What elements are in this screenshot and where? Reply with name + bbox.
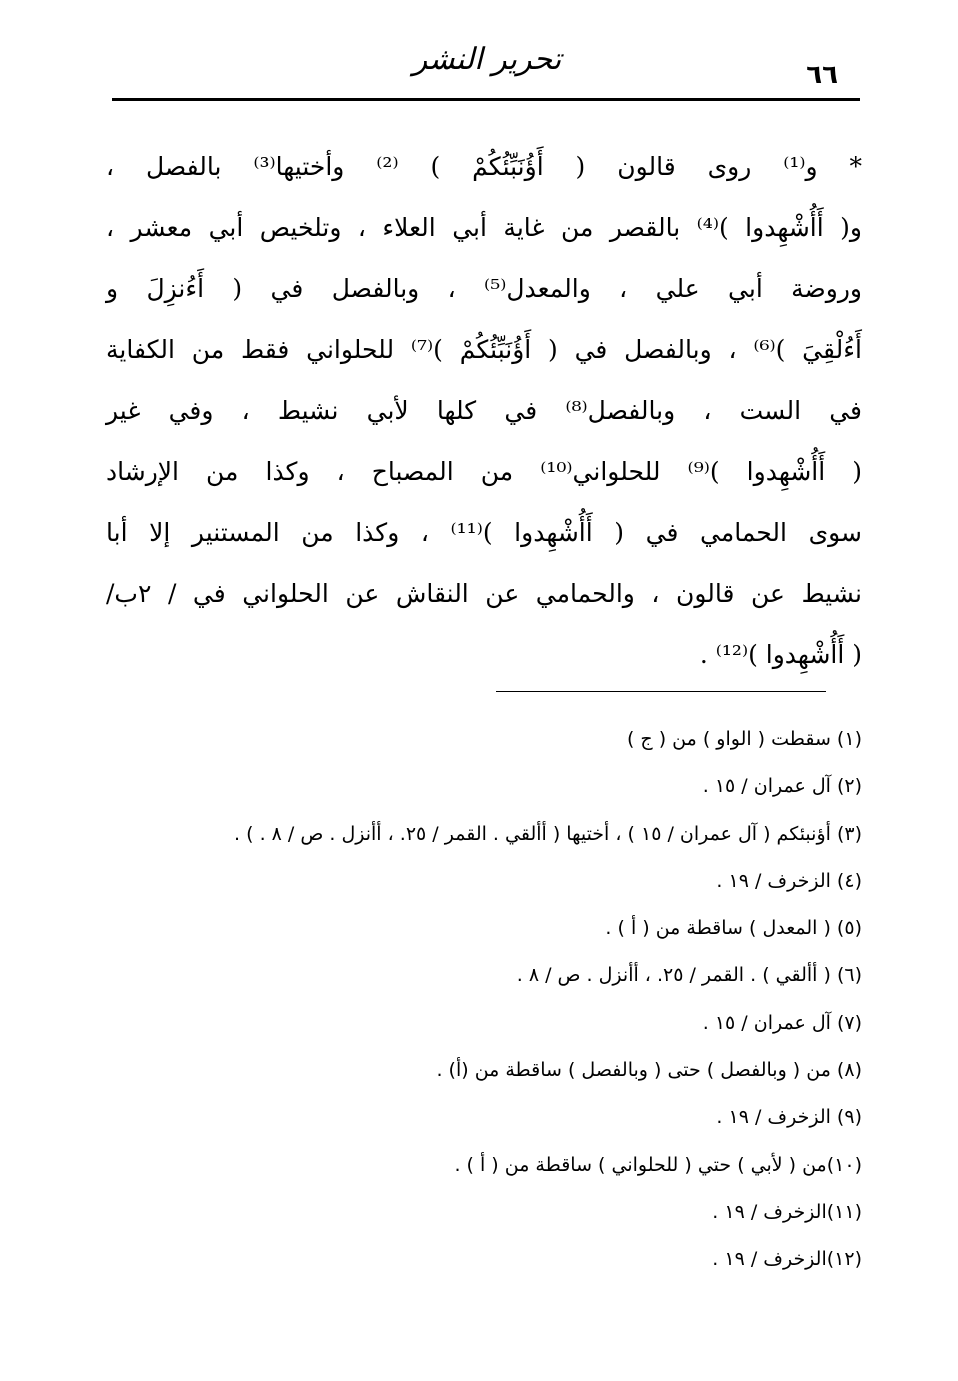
main-text-line: ( أَأُشْهِدوا )⁽⁹⁾ للحلواني⁽¹⁰⁾ من المصباح ، وكذا من الإرشاد [106,457,862,486]
main-text [106,136,862,685]
main-text-line: سوى الحمامي في ( أَأُشْهِدوا )⁽¹¹⁾ ، وكذا من المستنير إلا أبا [106,518,862,547]
footnote: (١) سقطت ( الواو ) من ( ج ) [626,728,862,750]
footnote: (٣) أؤنبئكم ( آل عمران / ١٥ ) ، أختيها ( أألقي . القمر / ٢٥. ، أأنزل . ص / ٨ . ) . [234,822,862,845]
footnote: (٦) ( أألقي ) . القمر / ٢٥. ، أأنزل . ص / ٨ . [516,964,862,987]
footnote: (٥) ( المعدل ) ساقطة من ( أ ) . [605,917,862,940]
footnote: (١٠)من ( لأبي ) حتي ( للحلواني ) ساقطة من ( أ ) . [454,1153,862,1176]
footnote: (١١)الزخرف / ١٩ . [712,1200,862,1223]
main-text-line: نشيط عن قالون ، والحمامي عن النقاش عن الحلواني في / ٢ب/ [106,579,862,608]
footnote: (٢) آل عمران / ١٥ . [702,775,862,798]
page-number: ٦٦ [806,60,838,90]
main-text-line: وروضة أبي علي ، والمعدل⁽⁵⁾ ، وبالفصل في ( أَءُنزِلَ و [106,274,862,303]
footnote: (١٢)الزخرف / ١٩ . [712,1248,862,1271]
footnote: (٤) الزخرف / ١٩ . [716,869,862,892]
main-text-line: * و⁽¹⁾ روى قالون ( أَؤُنَبِّئُكُمْ ) ⁽²⁾ وأختيها⁽³⁾ بالفصل ، [106,152,862,181]
page-header [112,38,860,100]
main-text-line: أَءُلْقِيَ )⁽⁶⁾ ، وبالفصل في ( أَؤُنَبِّئُكُمْ )⁽⁷⁾ للحلواني فقط من الكفاية [106,335,862,364]
footnote: (٧) آل عمران / ١٥ . [702,1011,862,1034]
footnote: (٩) الزخرف / ١٩ . [716,1106,862,1129]
running-title: تحرير النشر [412,42,562,77]
header-rule [112,98,860,101]
main-text-line: في الست ، وبالفصل⁽⁸⁾ في كلها لأبي نشيط ، وفي غير [106,396,862,425]
main-text-line: ( أَأُشْهِدوا )⁽¹²⁾ . [699,640,862,669]
footnote-separator [496,691,826,692]
footnotes [106,716,862,1284]
main-text-line: و( أَأُشْهِدوا )⁽⁴⁾ بالقصر من غاية أبي العلاء ، وتلخيص أبي معشر ، [106,213,862,242]
footnote: (٨) من ( وبالفصل ) حتى ( وبالفصل ) ساقطة من (أ) . [436,1059,862,1082]
